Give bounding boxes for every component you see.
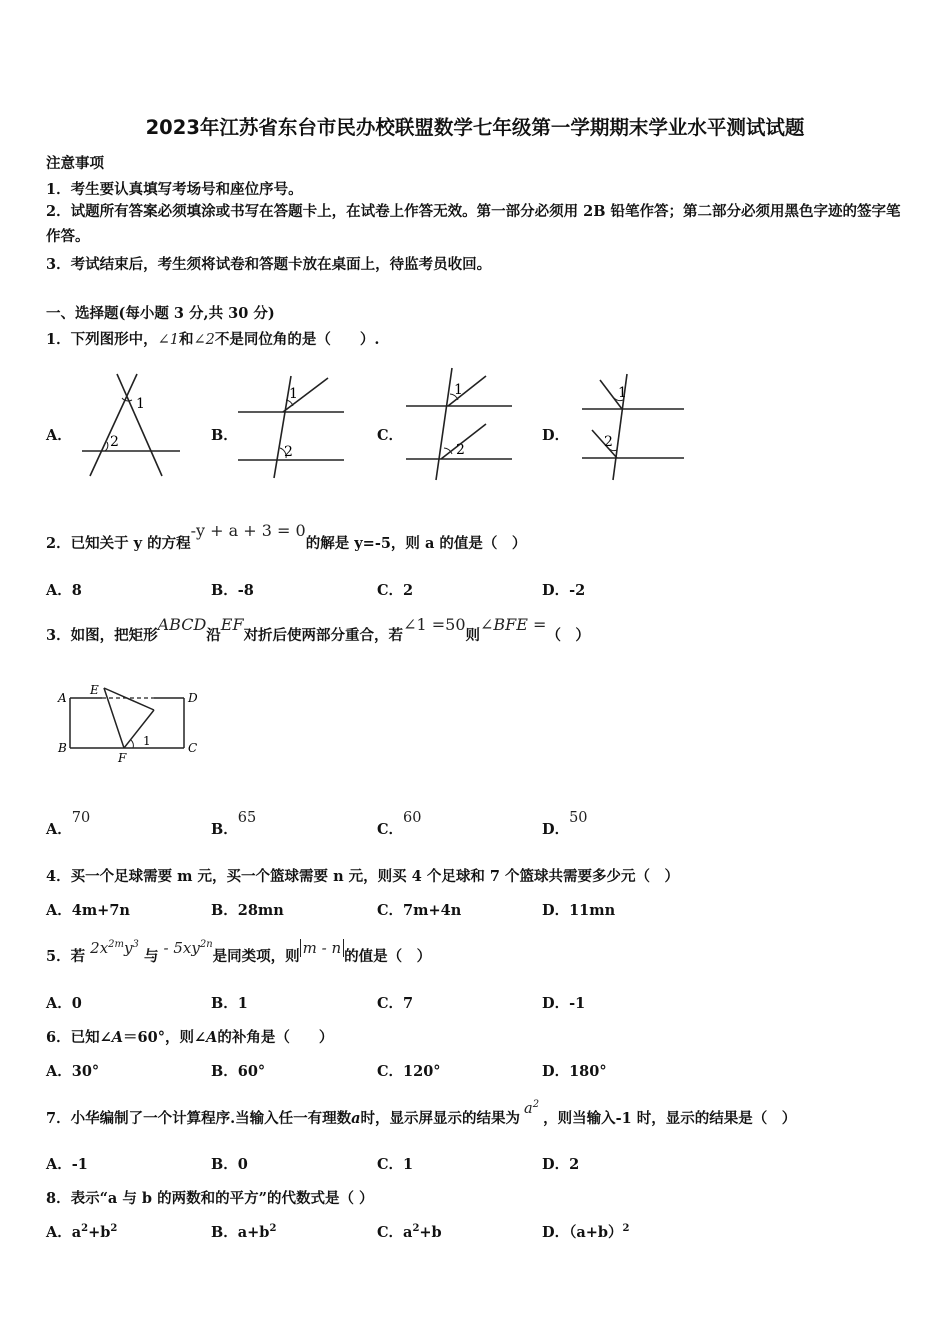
q1-figure-b <box>236 372 346 480</box>
q1-angle2: ∠2 <box>193 332 215 348</box>
q8-option-b[interactable] <box>211 1221 276 1242</box>
q5-option-c[interactable]: C．7 <box>377 995 414 1012</box>
q1-d-num-1: 1 <box>618 385 627 401</box>
question-2 <box>46 521 527 553</box>
q3-pre: 3．如图，把矩形 <box>46 627 158 644</box>
q2-pre: 2．已知关于 y 的方程 <box>46 535 191 552</box>
q6-var-1: A <box>111 1029 124 1046</box>
q3-fig-B: B <box>58 741 67 755</box>
q4-option-c[interactable]: C．7m+4n <box>377 902 462 919</box>
q5-abs: m - n <box>300 939 345 957</box>
q5-term1-exp: 2m <box>108 939 125 950</box>
q3-option-a-letter: A． <box>46 821 72 838</box>
q3-option-b-value: 65 <box>237 810 257 826</box>
q7-option-c[interactable]: C．1 <box>377 1156 414 1173</box>
q1-c-num-2: 2 <box>456 442 465 458</box>
q1-a-num-1: 1 <box>136 396 145 412</box>
q3-fig-D: D <box>188 691 198 705</box>
q8-c-post: +b <box>419 1224 442 1241</box>
q3-ask: ∠BFE = <box>480 615 547 634</box>
q8-b-sq: 2 <box>269 1223 277 1235</box>
q3-option-c[interactable] <box>377 810 422 839</box>
q3-line: EF <box>220 615 244 634</box>
q3-option-c-value: 60 <box>403 810 422 826</box>
q8-option-c[interactable] <box>377 1221 442 1242</box>
q2-option-c[interactable]: C．2 <box>377 582 414 599</box>
q1-option-b-label[interactable]: B． <box>211 427 238 444</box>
q2-option-a[interactable]: A．8 <box>46 582 82 599</box>
q2-equation: -y + a + 3 = 0 <box>190 521 306 540</box>
q7-var: a <box>351 1110 361 1127</box>
q3-given: ∠1 =50 <box>403 615 466 634</box>
q8-option-d[interactable] <box>542 1221 629 1242</box>
q5-term1-coef: 2x <box>90 939 109 957</box>
question-5 <box>46 939 432 966</box>
q1-option-a-label[interactable]: A． <box>46 427 72 444</box>
q3-option-d-value: 50 <box>569 810 588 826</box>
q5-option-a[interactable]: A．0 <box>46 995 82 1012</box>
q3-option-c-letter: C． <box>377 821 404 838</box>
q5-pre: 5．若 <box>46 948 86 965</box>
q8-option-a[interactable] <box>46 1221 117 1242</box>
q3-option-d[interactable] <box>542 810 588 839</box>
q3-option-a[interactable] <box>46 810 91 839</box>
notice-item-1: 1．考生要认真填写考场号和座位序号。 <box>46 181 303 198</box>
q1-c-num-1: 1 <box>454 382 463 398</box>
q3-post: （ ） <box>546 627 590 644</box>
section-heading: 一、选择题(每小题 3 分,共 30 分) <box>46 305 275 322</box>
notice-item-3: 3．考试结束后，考生须将试卷和答题卡放在桌面上，待监考员收回。 <box>46 256 492 273</box>
q1-b-num-1: 1 <box>289 386 298 402</box>
q5-option-b[interactable]: B．1 <box>211 995 248 1012</box>
q3-option-a-value: 70 <box>71 810 91 826</box>
q6-option-b[interactable]: B．60° <box>211 1063 266 1080</box>
q1-b-num-2: 2 <box>284 444 293 460</box>
q3-then: 则 <box>465 627 480 644</box>
notice-item-2: 2．试题所有答案必须填涂或书写在答题卡上，在试卷上作答无效。第一部分必须用 2B 铅笔作答；第二部分必须用黑色字迹的签字笔作答。 <box>46 203 901 245</box>
q8-c-sq: 2 <box>412 1223 420 1235</box>
q7-expr-exp: 2 <box>532 1099 540 1111</box>
question-7 <box>46 1099 797 1128</box>
q2-post: 的解是 y=-5，则 a 的值是（ ） <box>305 535 527 552</box>
q1-angle1: ∠1 <box>157 332 179 348</box>
q3-figure <box>54 678 204 768</box>
q1-d-num-2: 2 <box>604 434 613 450</box>
q5-term1 <box>90 939 139 957</box>
q5-option-d[interactable]: D．-1 <box>542 995 586 1012</box>
q3-along: 沿 <box>206 627 221 644</box>
q1-pre: 1．下列图形中， <box>46 331 158 348</box>
notice-heading: 注意事项 <box>46 155 104 172</box>
q6-mid: ＝60°，则∠ <box>123 1029 207 1046</box>
q5-term1-y: y <box>124 939 133 957</box>
q5-term2 <box>164 939 213 957</box>
q8-a-sq2: 2 <box>110 1223 118 1235</box>
q7-option-d[interactable]: D．2 <box>542 1156 580 1173</box>
q3-option-b[interactable] <box>211 810 257 839</box>
q7-expr <box>520 1101 543 1117</box>
q3-option-b-letter: B． <box>211 821 238 838</box>
q1-post: 不是同位角的是（ ）. <box>214 331 380 348</box>
q1-a-num-2: 2 <box>110 434 119 450</box>
q3-mid: 对折后使两部分重合，若 <box>243 627 404 644</box>
q3-fig-C: C <box>188 741 198 755</box>
q7-option-b[interactable]: B．0 <box>211 1156 248 1173</box>
q8-a-pre: A．a <box>46 1224 82 1241</box>
q7-pre: 7．小华编制了一个计算程序.当输入任一有理数 <box>46 1110 352 1127</box>
q2-option-b[interactable]: B．-8 <box>211 582 254 599</box>
q3-option-d-letter: D． <box>542 821 570 838</box>
q8-d-pre: D．（a+b） <box>542 1224 623 1241</box>
q5-with: 与 <box>143 948 159 965</box>
q3-fig-F: F <box>118 751 127 765</box>
q8-a-mid: +b <box>88 1224 111 1241</box>
q4-option-b[interactable]: B．28mn <box>211 902 284 919</box>
q5-post: 的值是（ ） <box>344 948 432 965</box>
q6-option-a[interactable]: A．30° <box>46 1063 100 1080</box>
question-3 <box>46 615 590 645</box>
q6-option-d[interactable]: D．180° <box>542 1063 607 1080</box>
q1-option-c-label[interactable]: C． <box>377 427 404 444</box>
q3-fig-A: A <box>58 691 67 705</box>
q6-pre: 6．已知∠ <box>46 1029 112 1046</box>
q8-c-pre: C．a <box>377 1224 413 1241</box>
q6-post: 的补角是（ ） <box>217 1029 334 1046</box>
q7-option-a[interactable]: A．-1 <box>46 1156 88 1173</box>
q3-fig-1: 1 <box>143 734 151 748</box>
q2-option-d[interactable]: D．-2 <box>542 582 586 599</box>
q3-fig-E: E <box>90 683 99 697</box>
q5-term2-exp: 2n <box>199 939 213 950</box>
q1-figure-d <box>580 372 686 482</box>
q8-a-sq1: 2 <box>81 1223 89 1235</box>
q3-rect: ABCD <box>157 615 207 634</box>
q4-option-a[interactable]: A．4m+7n <box>46 902 130 919</box>
question-4: 4．买一个足球需要 m 元，买一个篮球需要 n 元，则买 4 个足球和 7 个篮球共需要多少元（ ） <box>46 868 680 885</box>
q1-figure-a <box>72 366 184 480</box>
q5-term1-yexp: 3 <box>132 939 139 950</box>
page-title: 2023年江苏省东台市民办校联盟数学七年级第一学期期末学业水平测试试题 <box>145 116 805 139</box>
q5-term2-coef: - 5xy <box>163 939 200 957</box>
q5-mid: 是同类项，则 <box>212 948 300 965</box>
q1-figure-c <box>404 366 514 482</box>
q1-mid: 和 <box>178 331 194 348</box>
q8-b-pre: B．a+b <box>211 1224 270 1241</box>
q6-var-2: A <box>206 1029 218 1046</box>
q7-mid: 时，显示屏显示的结果为 <box>360 1110 521 1127</box>
question-1 <box>46 328 379 349</box>
q7-post: ，则当输入-1 时，显示的结果是（ ） <box>543 1110 797 1127</box>
question-8: 8．表示“a 与 b 的两数和的平方”的代数式是（ ） <box>46 1190 374 1207</box>
q8-d-sq: 2 <box>622 1223 630 1235</box>
q4-option-d[interactable]: D．11mn <box>542 902 616 919</box>
q1-option-d-label[interactable]: D． <box>542 427 570 444</box>
q7-expr-base: a <box>524 1101 533 1117</box>
question-6 <box>46 1026 333 1047</box>
q6-option-c[interactable]: C．120° <box>377 1063 441 1080</box>
